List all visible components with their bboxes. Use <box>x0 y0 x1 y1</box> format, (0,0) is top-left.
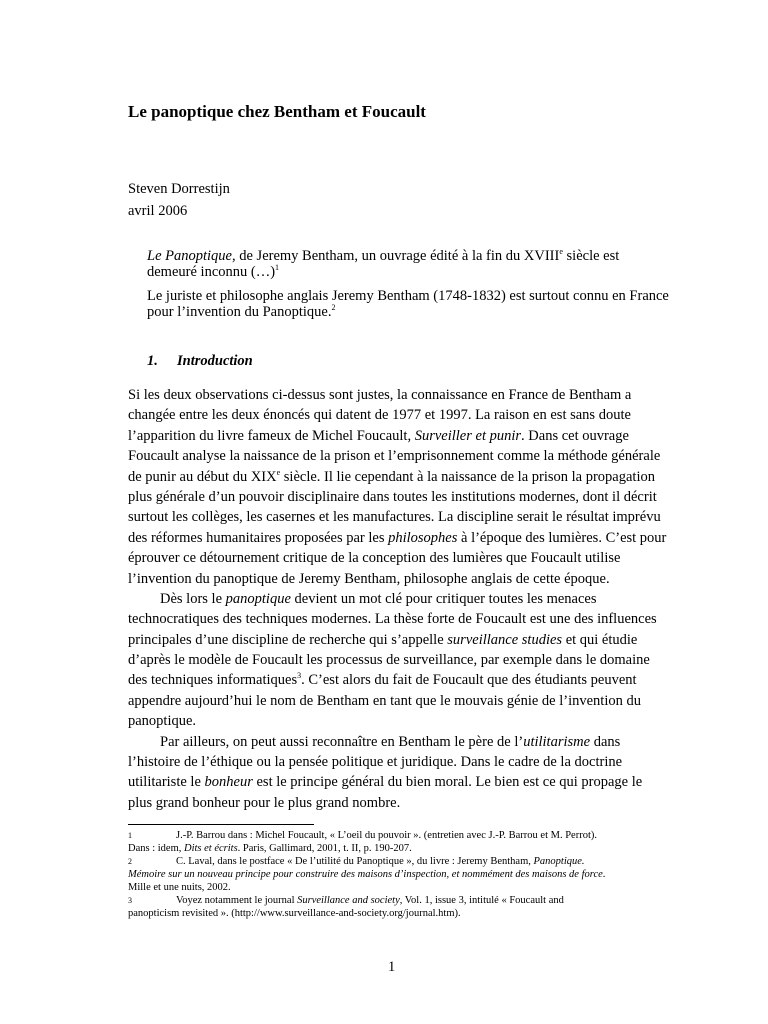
footnote-2-cont: Mémoire sur un nouveau principe pour construire des maisons d’inspection, et nommément des maisons de force. <box>128 869 606 880</box>
body-line: plus générale d’un pouvoir disciplinaire dans toutes les institutions modernes, dont il décrit <box>128 488 657 505</box>
footnote-mark: 3 <box>128 896 132 905</box>
author-block <box>128 178 230 222</box>
body-line: Foucault analyse la naissance de la prison et l’emprisonnement comme la méthode générale <box>128 448 661 465</box>
footnote-2: 2 C. Laval, dans le postface « De l’utilité du Panoptique », du livre : Jeremy Bentham, Panoptique. <box>128 856 585 867</box>
body-line: des techniques informatiques$^3$. C’est alors du fait de Foucault que des étudiants peuvent <box>128 671 637 689</box>
body-line: l’invention du panoptique de Jeremy Bentham, philosophe anglais de cette époque. <box>128 570 610 587</box>
section-title: Introduction <box>177 353 253 369</box>
body-line: appendre aujourd’hui le nom de Bentham en tant que le mouvais génie de l’invention du <box>128 692 641 709</box>
footnote-ref-3[interactable]: 3 <box>297 671 302 681</box>
footnote-1-cont: Dans : idem, Dits et écrits. Paris, Gallimard, 2001, t. II, p. 190-207. <box>128 843 412 854</box>
footnote-2-cont: Mille et une nuits, 2002. <box>128 882 231 893</box>
document-title: Le panoptique chez Bentham et Foucault <box>128 102 426 121</box>
body-line: des réformes humanitaires proposées par les philosophes à l’époque des lumières. C’est pour <box>128 529 667 546</box>
footnote-1: 1 J.-P. Barrou dans : Michel Foucault, « L’oeil du pouvoir ». (entretien avec J.-P. Barrou et M. Perrot). <box>128 830 597 841</box>
footnote-3-url[interactable]: panopticism revisited ». (http://www.surveillance-and-society.org/journal.htm). <box>128 908 461 919</box>
footnote-ref-2[interactable]: 2 <box>331 303 336 313</box>
body-line: changée entre les deux énoncés qui datent de 1977 et 1997. La raison en est sans doute <box>128 407 631 424</box>
page-number: 1 <box>388 959 396 975</box>
footnote-mark: 1 <box>128 831 132 840</box>
body-line: surtout les collèges, les casernes et les manufactures. La discipline serait le résultat imprévu <box>128 509 661 526</box>
section-number: 1. <box>147 353 158 369</box>
epigraph-1-sup: e <box>559 247 563 257</box>
body-line: plus grand bonheur pour le plus grand nombre. <box>128 794 401 811</box>
body-line: panoptique. <box>128 713 197 730</box>
footnote-ref-1[interactable]: 1 <box>275 263 280 273</box>
body-line: Si les deux observations ci-dessus sont justes, la connaissance en France de Bentham a <box>128 387 632 403</box>
epigraph-1-title: Le Panoptique <box>147 248 232 264</box>
body-line: d’après le modèle de Foucault les processus de surveillance, par exemple dans le domaine <box>128 652 650 669</box>
body-line: utilitariste le bonheur est le principe général du bien moral. Le bien est ce qui propage le <box>128 774 643 791</box>
epigraph-2-line2: pour l’invention du Panoptique. <box>147 304 332 320</box>
footnotes <box>128 829 668 920</box>
footnote-mark: 2 <box>128 857 132 866</box>
epigraph-2 <box>147 288 667 320</box>
body-line: principales d’une discipline de recherche qui s’appelle surveillance studies et qui étudie <box>128 631 638 648</box>
epigraph-1-text-a: , de Jeremy Bentham, un ouvrage édité à la fin du XVIII <box>231 248 560 264</box>
footnote-3: 3 Voyez notamment le journal Surveillance and society, Vol. 1, issue 3, intitulé « Foucault and <box>128 895 564 906</box>
book-title-surveiller: Surveiller et punir <box>414 427 522 444</box>
body-line: technocratiques des techniques modernes. La thèse forte de Foucault est une des influences <box>128 611 657 628</box>
footnote-separator <box>128 824 314 825</box>
section-heading <box>147 353 253 370</box>
epigraph-1-text-b: siècle est <box>562 248 620 264</box>
body-line: l’apparition du livre fameux de Michel Foucault, Surveiller et punir. Dans cet ouvrage <box>128 427 629 444</box>
document-date: avril 2006 <box>128 203 188 219</box>
epigraph-1 <box>147 248 667 280</box>
body-line: l’histoire de l’éthique ou la pensée politique et juridique. Dans le cadre de la doctrine <box>128 754 623 771</box>
body-line: éprouver ce détournement critique de la conception des lumières que Foucault utilise <box>128 550 621 567</box>
footnote-3-cont <box>128 907 668 920</box>
body-line: Par ailleurs, on peut aussi reconnaître en Bentham le père de l’utilitarisme dans <box>160 733 621 750</box>
body-line: de punir au début du XIXe siècle. Il lie cependant à la naissance de la prison la propagation <box>128 467 655 485</box>
author-name: Steven Dorrestijn <box>128 181 230 197</box>
body-line: Dès lors le panoptique devient un mot clé pour critiquer toutes les menaces <box>160 590 597 607</box>
epigraph-2-line1: Le juriste et philosophe anglais Jeremy Bentham (1748-1832) est surtout connu en France <box>147 288 669 304</box>
epigraph-1-line2: demeuré inconnu (…) <box>147 264 276 280</box>
body-text <box>128 385 667 813</box>
